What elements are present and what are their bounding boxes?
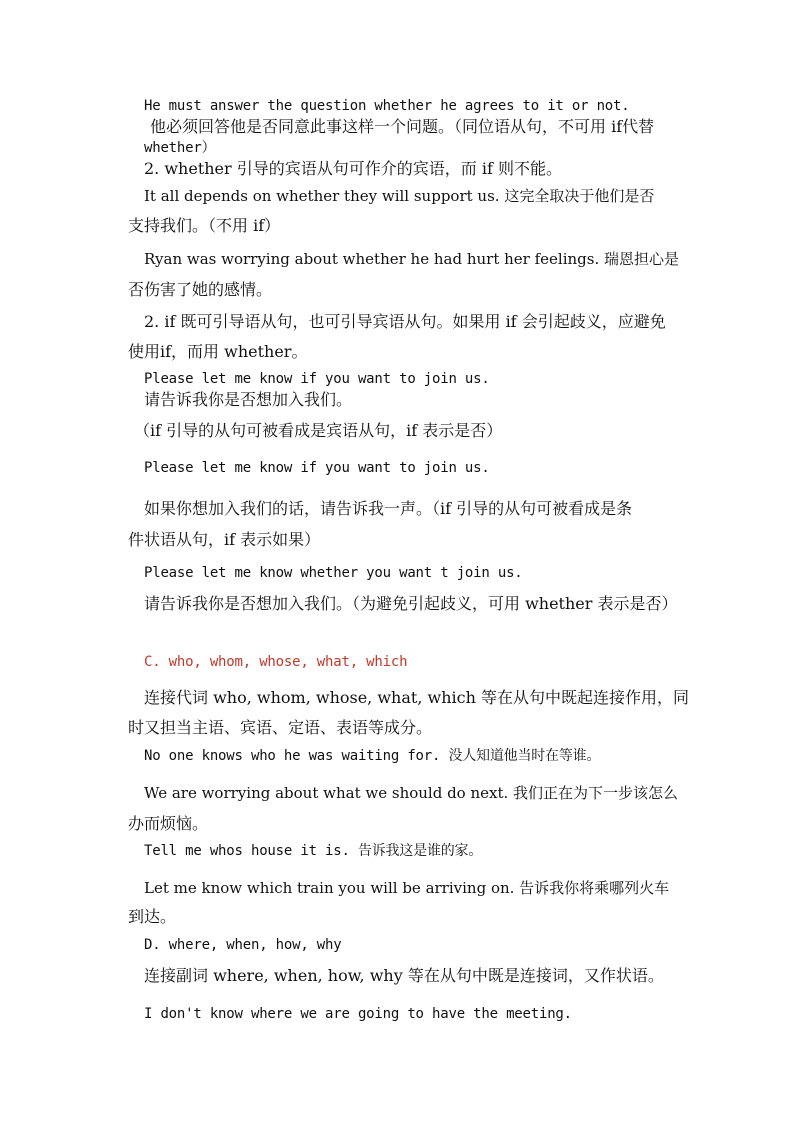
note-line: whether）	[144, 140, 216, 156]
example-sentence: We are worrying about what we should do next. 我们正在为下一步该怎么	[144, 784, 679, 802]
example-sentence: He must answer the question whether he agrees to it or not.	[144, 98, 630, 114]
example-sentence: Please let me know whether you want t join us.	[144, 565, 523, 581]
example-sentence: Please let me know if you want to join us.	[144, 371, 490, 387]
example-sentence: Please let me know if you want to join us.	[144, 460, 490, 476]
section-heading-c: C. who, whom, whose, what, which	[144, 654, 408, 670]
rule-line: 连接代词 who, whom, whose, what, which 等在从句中既起连接作用，同	[144, 688, 689, 707]
rule-line: 使用if，而用 whether。	[128, 342, 308, 361]
example-sentence: I don't know where we are going to have the meeting.	[144, 1006, 572, 1022]
example-sentence: It all depends on whether they will support us. 这完全取决于他们是否	[144, 187, 655, 205]
translation-line: 请告诉我你是否想加入我们。（为避免引起歧义，可用 whether 表示是否）	[144, 594, 678, 613]
example-sentence: Let me know which train you will be arriving on. 告诉我你将乘哪列火车	[144, 879, 670, 897]
translation-line: 办而烦恼。	[128, 814, 209, 833]
translation-line: 到达。	[128, 907, 177, 926]
section-heading-d: D. where, when, how, why	[144, 937, 342, 953]
rule-line: 2. whether 引导的宾语从句可作介的宾语，而 if 则不能。	[144, 159, 562, 178]
note-line: （if 引导的从句可被看成是宾语从句，if 表示是否）	[134, 421, 503, 440]
example-sentence: Ryan was worrying about whether he had hurt her feelings. 瑞恩担心是	[144, 250, 679, 268]
translation-line: 支持我们。（不用 if）	[128, 216, 281, 235]
note-line: 件状语从句，if 表示如果）	[128, 530, 321, 549]
example-sentence: No one knows who he was waiting for. 没人知道他当时在等谁。	[144, 748, 601, 764]
translation-line: 如果你想加入我们的话，请告诉我一声。（if 引导的从句可被看成是条	[144, 499, 633, 518]
rule-line: 2. if 既可引导语从句，也可引导宾语从句。如果用 if 会引起歧义，应避免	[144, 312, 666, 331]
translation-line: 否伤害了她的感情。	[128, 280, 273, 299]
rule-line: 时又担当主语、宾语、定语、表语等成分。	[128, 718, 433, 737]
example-sentence: Tell me whos house it is. 告诉我这是谁的家。	[144, 843, 483, 859]
translation-line: 请告诉我你是否想加入我们。	[144, 390, 353, 409]
rule-line: 连接副词 where, when, how, why 等在从句中既是连接词，又作状语。	[144, 966, 664, 985]
translation-line: 他必须回答他是否同意此事这样一个问题。（同位语从句，不可用 if代替	[150, 117, 655, 136]
